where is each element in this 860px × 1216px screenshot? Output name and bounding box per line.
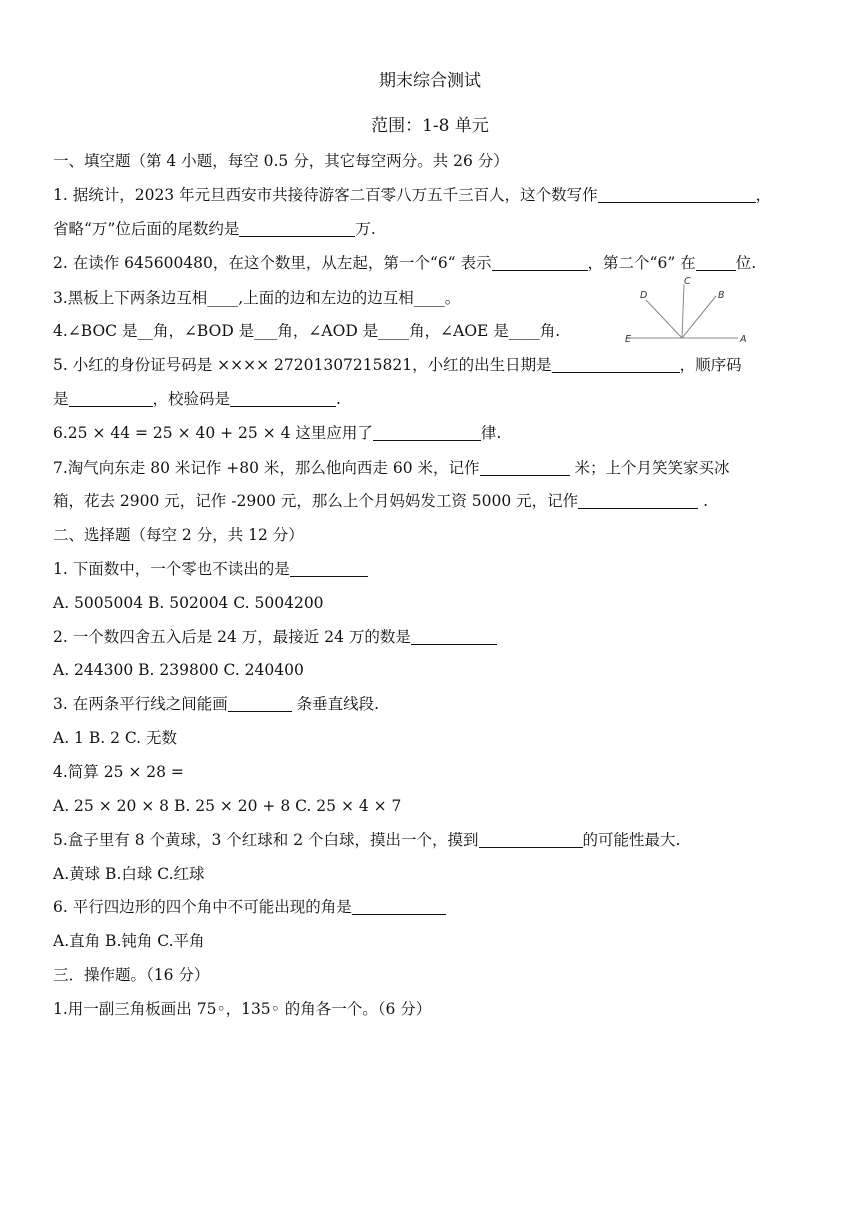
- question-2-6: 6. 平行四边形的四个角中不可能出现的角是: [53, 897, 446, 917]
- question-1-5-line-1: 5. 小红的身份证号码是 ×××× 27201307215821，小红的出生日期是 ，顺序码: [53, 356, 742, 374]
- answer-blank[interactable]: [480, 459, 570, 476]
- question-1-6: 6.25 × 44 = 25 × 40 + 25 × 4 这里应用了 律.: [53, 424, 502, 442]
- question-2-1: 1. 下面数中，一个零也不读出的是: [53, 559, 368, 579]
- section2-heading: 二、选择题（每空 2 分，共 12 分）: [53, 526, 304, 544]
- question-2-5-options: A.黄球 B.白球 C.红球: [53, 865, 205, 883]
- section1-heading: 一、填空题（第 4 小题，每空 0.5 分，其它每空两分。共 26 分）: [53, 152, 509, 170]
- ray-oc: [682, 284, 684, 338]
- answer-blank[interactable]: [290, 560, 368, 577]
- answer-blank[interactable]: [479, 831, 583, 848]
- question-1-1-line-1: 1. 据统计，2023 年元旦西安市共接待游客二百零八万五千三百人，这个数写作 ，: [53, 186, 772, 204]
- ray-ob: [682, 296, 716, 338]
- question-2-3-options: A. 1 B. 2 C. 无数: [53, 729, 178, 747]
- question-1-7-line-2: 箱，花去 2900 元，记作 -2900 元，那么上个月妈妈发工资 5000 元，记作 .: [53, 492, 708, 510]
- label-b: B: [718, 290, 725, 301]
- question-2-3: 3. 在两条平行线之间能画 条垂直线段.: [53, 695, 380, 713]
- question-2-4: 4.简算 25 × 28 =: [53, 763, 184, 781]
- answer-blank[interactable]: [230, 390, 336, 407]
- label-c: C: [684, 276, 691, 287]
- answer-blank[interactable]: [552, 356, 680, 373]
- answer-blank[interactable]: [69, 390, 153, 407]
- question-2-4-options: A. 25 × 20 × 8 B. 25 × 20 + 8 C. 25 × 4 × 7: [53, 797, 402, 815]
- question-1-7-line-1: 7.淘气向东走 80 米记作 +80 米，那么他向西走 60 米，记作 米；上个月笑笑家买冰: [53, 459, 730, 477]
- question-2-5: 5.盒子里有 8 个黄球，3 个红球和 2 个白球，摸出一个，摸到 的可能性最大.: [53, 831, 681, 849]
- answer-blank[interactable]: [411, 628, 497, 645]
- exam-title: 期末综合测试: [379, 71, 481, 91]
- answer-blank[interactable]: [352, 898, 446, 915]
- answer-blank[interactable]: [696, 254, 736, 271]
- question-1-5-line-2: 是 ，校验码是 .: [53, 390, 341, 408]
- answer-blank[interactable]: [492, 254, 588, 271]
- question-2-2-options: A. 244300 B. 239800 C. 240400: [53, 661, 304, 679]
- question-1-3: 3.黑板上下两条边互相____,上面的边和左边的边互相____。: [53, 289, 461, 307]
- answer-blank[interactable]: [373, 424, 481, 441]
- label-d: D: [640, 290, 648, 301]
- exam-scope: 范围：1-8 单元: [371, 116, 489, 136]
- angle-figure: [620, 272, 750, 348]
- question-1-4: 4.∠BOC 是__角，∠BOD 是___角，∠AOD 是____角，∠AOE 是____角.: [53, 322, 561, 340]
- question-3-1: 1.用一副三角板画出 75◦，135◦ 的角各一个。（6 分）: [53, 1000, 432, 1018]
- answer-blank[interactable]: [239, 220, 355, 237]
- question-1-2: 2. 在读作 645600480，在这个数里，从左起，第一个“6“ 表示 ，第二个“6” 在 位.: [53, 254, 757, 272]
- answer-blank[interactable]: [578, 492, 698, 509]
- question-2-2: 2. 一个数四舍五入后是 24 万，最接近 24 万的数是: [53, 627, 497, 647]
- question-1-1-line-2: 省略“万”位后面的尾数约是 万.: [53, 220, 376, 238]
- answer-blank[interactable]: [228, 695, 292, 712]
- ray-od: [646, 300, 682, 338]
- answer-blank[interactable]: [598, 186, 756, 203]
- label-e: E: [625, 334, 632, 345]
- question-2-1-options: A. 5005004 B. 502004 C. 5004200: [53, 594, 324, 612]
- question-2-6-options: A.直角 B.钝角 C.平角: [53, 932, 205, 950]
- label-a: A: [740, 334, 747, 345]
- section3-heading: 三．操作题。（16 分）: [53, 966, 210, 984]
